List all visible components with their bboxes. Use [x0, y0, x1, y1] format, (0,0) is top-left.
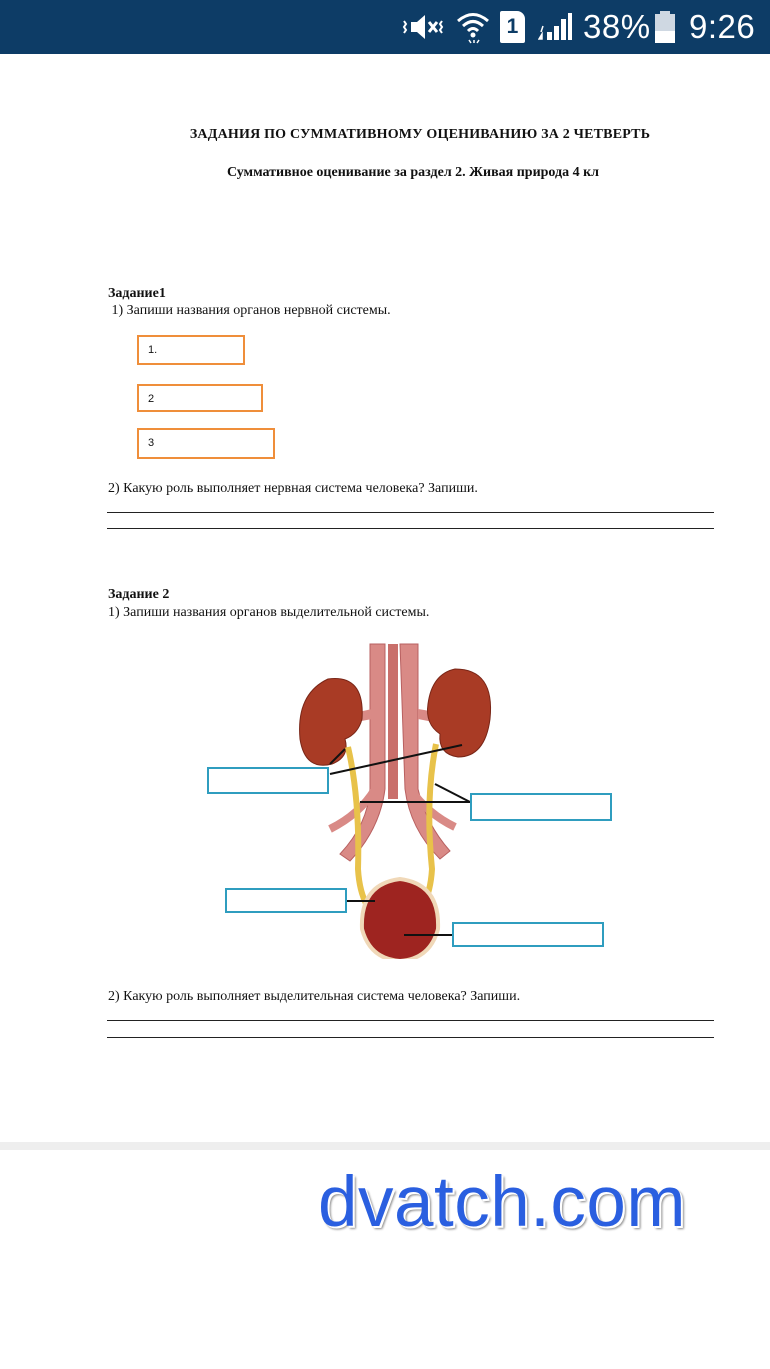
mute-vibrate-icon [402, 0, 444, 54]
bladder [362, 879, 438, 959]
nervous-answer-box-1[interactable]: 1. [137, 335, 245, 365]
task1-question2: 2) Какую роль выполняет нервная система человека? Запиши. [108, 481, 478, 496]
kidney-left [300, 679, 363, 766]
clock: 9:26 [689, 8, 756, 45]
nervous-answer-box-3[interactable]: 3 [137, 428, 275, 459]
signal-icon [538, 0, 572, 54]
document-page [0, 54, 770, 1142]
battery-percent: 38% [583, 8, 651, 45]
document-subtitle: Суммативное оценивание за раздел 2. Живая природа 4 кл [226, 165, 600, 180]
task1-heading: Задание1 [108, 286, 166, 301]
sim-label: 1 [500, 11, 525, 43]
sim-icon [500, 0, 525, 54]
task2-heading: Задание 2 [108, 587, 170, 602]
answer-line [107, 1037, 714, 1038]
document-title: ЗАДАНИЯ ПО СУММАТИВНОМУ ОЦЕНИВАНИЮ ЗА 2 ЧЕТВЕРТЬ [189, 127, 651, 142]
page-divider [0, 1142, 770, 1150]
wifi-icon [455, 0, 491, 54]
task2-question2: 2) Какую роль выполняет выделительная система человека? Запиши. [108, 989, 521, 1004]
bladder-label-box[interactable] [225, 888, 347, 913]
kidney-label-box[interactable] [207, 767, 329, 794]
kidney-right [428, 669, 491, 757]
answer-line [107, 528, 714, 529]
aorta [388, 644, 398, 799]
urethra-label-box[interactable] [452, 922, 604, 947]
nervous-answer-box-2[interactable]: 2 [137, 384, 263, 412]
battery-icon [653, 0, 677, 54]
ureter-label-box[interactable] [470, 793, 612, 821]
answer-line [107, 512, 714, 513]
answer-line [107, 1020, 714, 1021]
task1-question1: 1) Запиши названия органов нервной системы. [108, 303, 391, 318]
task2-question1: 1) Запиши названия органов выделительной системы. [108, 605, 430, 620]
status-bar [0, 0, 770, 54]
watermark: dvatch.com [318, 1163, 687, 1242]
